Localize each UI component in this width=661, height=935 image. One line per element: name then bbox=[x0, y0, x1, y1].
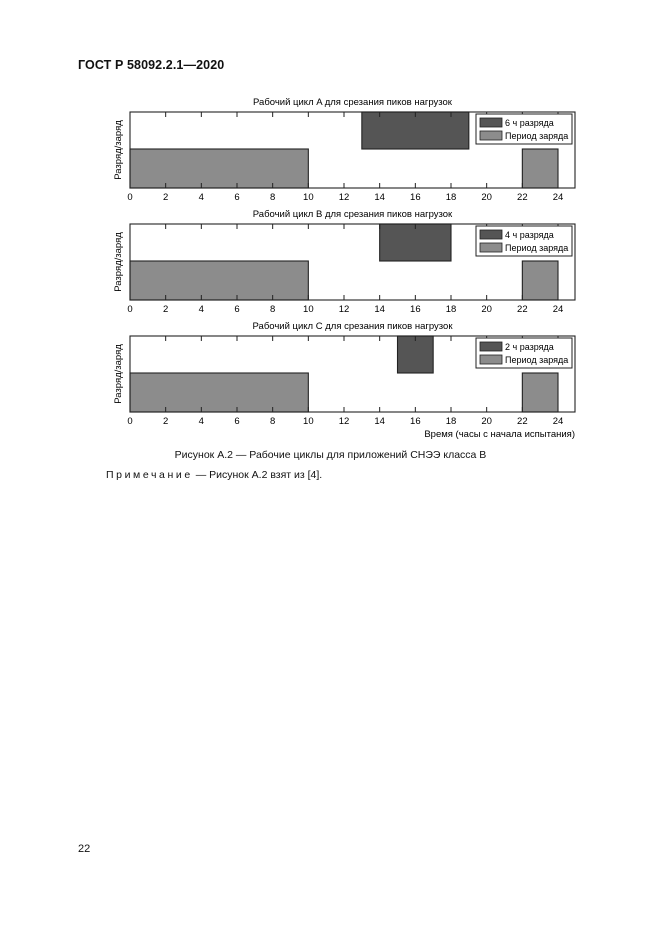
x-tick-label: 22 bbox=[517, 192, 528, 203]
x-tick-label: 18 bbox=[445, 416, 457, 427]
x-tick-label: 18 bbox=[445, 304, 457, 315]
x-tick-label: 10 bbox=[303, 416, 314, 427]
x-tick-label: 24 bbox=[552, 416, 564, 427]
bar-charge-1 bbox=[522, 149, 558, 188]
legend-swatch bbox=[480, 243, 502, 252]
x-tick-label: 16 bbox=[410, 416, 421, 427]
x-tick-label: 14 bbox=[374, 304, 385, 315]
note-label: Примечание bbox=[106, 469, 193, 481]
page-number: 22 bbox=[78, 843, 91, 855]
x-tick-label: 14 bbox=[374, 416, 385, 427]
x-tick-label: 16 bbox=[410, 192, 421, 203]
chart-panel-2 bbox=[113, 321, 575, 427]
note-dash: — bbox=[192, 469, 210, 481]
x-tick-label: 10 bbox=[303, 304, 314, 315]
x-tick-label: 22 bbox=[517, 304, 528, 315]
legend-swatch bbox=[480, 131, 502, 140]
legend-label: 6 ч разряда bbox=[505, 118, 554, 128]
x-tick-label: 10 bbox=[303, 192, 314, 203]
legend-label: 2 ч разряда bbox=[505, 342, 554, 352]
chart-title: Рабочий цикл A для срезания пиков нагрузок bbox=[253, 97, 452, 108]
x-tick-label: 22 bbox=[517, 416, 528, 427]
figure-note bbox=[106, 469, 322, 481]
chart-panel-1 bbox=[113, 209, 575, 315]
x-axis-label: Время (часы с начала испытания) bbox=[424, 429, 575, 440]
legend-swatch bbox=[480, 342, 502, 351]
x-tick-label: 20 bbox=[481, 192, 492, 203]
bar-charge-0 bbox=[130, 261, 308, 300]
bar-charge-1 bbox=[522, 261, 558, 300]
legend-swatch bbox=[480, 118, 502, 127]
x-tick-label: 0 bbox=[127, 192, 133, 203]
figure-caption: Рисунок А.2 — Рабочие циклы для приложений СНЭЭ класса В bbox=[174, 449, 487, 461]
bar-discharge-0 bbox=[398, 336, 434, 373]
bar-discharge-0 bbox=[380, 224, 451, 261]
x-tick-label: 6 bbox=[234, 304, 240, 315]
x-tick-label: 4 bbox=[198, 304, 204, 315]
x-tick-label: 24 bbox=[552, 304, 564, 315]
y-axis-label: Разряд/заряд bbox=[113, 232, 124, 292]
legend bbox=[476, 338, 572, 368]
chart-title: Рабочий цикл C для срезания пиков нагрузок bbox=[252, 321, 453, 332]
x-tick-label: 8 bbox=[270, 192, 276, 203]
legend-label: 4 ч разряда bbox=[505, 230, 554, 240]
x-tick-label: 6 bbox=[234, 192, 240, 203]
x-tick-label: 14 bbox=[374, 192, 385, 203]
bar-charge-0 bbox=[130, 373, 308, 412]
legend bbox=[476, 226, 572, 256]
legend-label: Период заряда bbox=[505, 355, 569, 365]
x-tick-label: 24 bbox=[552, 192, 564, 203]
bar-discharge-0 bbox=[362, 112, 469, 149]
x-tick-label: 2 bbox=[163, 416, 169, 427]
x-tick-label: 20 bbox=[481, 416, 492, 427]
x-tick-label: 6 bbox=[234, 416, 240, 427]
legend-swatch bbox=[480, 355, 502, 364]
x-tick-label: 20 bbox=[481, 304, 492, 315]
legend-label: Период заряда bbox=[505, 243, 569, 253]
y-axis-label: Разряд/заряд bbox=[113, 120, 124, 180]
bar-charge-1 bbox=[522, 373, 558, 412]
note-text: Рисунок А.2 взят из [4]. bbox=[209, 469, 323, 481]
x-tick-label: 12 bbox=[338, 304, 350, 315]
chart-title: Рабочий цикл B для срезания пиков нагрузок bbox=[252, 209, 453, 220]
x-tick-label: 8 bbox=[270, 416, 276, 427]
legend-swatch bbox=[480, 230, 502, 239]
x-tick-label: 4 bbox=[198, 416, 204, 427]
bar-charge-0 bbox=[130, 149, 308, 188]
x-tick-label: 12 bbox=[338, 416, 350, 427]
legend bbox=[476, 114, 572, 144]
x-tick-label: 12 bbox=[338, 192, 350, 203]
y-axis-label: Разряд/заряд bbox=[113, 344, 124, 404]
x-tick-label: 2 bbox=[163, 192, 169, 203]
legend-label: Период заряда bbox=[505, 131, 569, 141]
x-tick-label: 0 bbox=[127, 416, 133, 427]
x-tick-label: 0 bbox=[127, 304, 133, 315]
x-tick-label: 18 bbox=[445, 192, 457, 203]
x-tick-label: 4 bbox=[198, 192, 204, 203]
x-tick-label: 16 bbox=[410, 304, 421, 315]
document-header: ГОСТ Р 58092.2.1—2020 bbox=[78, 58, 225, 72]
chart-panel-0 bbox=[113, 97, 575, 203]
x-tick-label: 2 bbox=[163, 304, 169, 315]
x-tick-label: 8 bbox=[270, 304, 276, 315]
